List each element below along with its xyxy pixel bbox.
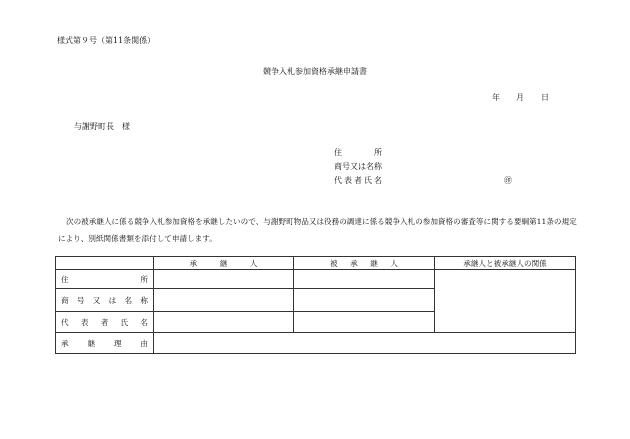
succession-table bbox=[55, 256, 576, 354]
header-blank-cell bbox=[56, 257, 154, 270]
date-year-label: 年 bbox=[492, 93, 500, 102]
predecessor-address-cell[interactable] bbox=[294, 270, 435, 289]
relationship-cell[interactable] bbox=[435, 270, 576, 333]
table-row bbox=[56, 333, 576, 354]
row-label-representative: 代 表 者 氏 名 bbox=[56, 312, 154, 333]
row-label-company: 商 号 又 は 名 称 bbox=[56, 289, 154, 312]
body-text: 次の被承継人に係る競争入札参加資格を承継したいので、与謝野町物品又は役務の調達に係る競争入札の参加資格の審査等に関する要綱第11条の規定により、別紙関係書類を添付して申請します。 bbox=[58, 217, 577, 243]
table-row bbox=[56, 270, 576, 289]
successor-company-cell[interactable] bbox=[154, 289, 294, 312]
successor-address-cell[interactable] bbox=[154, 270, 294, 289]
table-header-row bbox=[56, 257, 576, 270]
seal-mark: ㊞ bbox=[504, 176, 512, 185]
date-day-label: 日 bbox=[541, 93, 549, 102]
header-successor: 承 継 人 bbox=[154, 257, 294, 270]
addressee: 与謝野町長 様 bbox=[74, 122, 130, 131]
date-month-label: 月 bbox=[516, 93, 524, 102]
succession-reason-cell[interactable] bbox=[154, 333, 576, 354]
header-relationship: 承継人と被承継人の関係 bbox=[435, 257, 576, 270]
applicant-address-label: 住 所 bbox=[334, 148, 382, 157]
predecessor-representative-cell[interactable] bbox=[294, 312, 435, 333]
form-number: 様式第９号（第11条関係） bbox=[57, 36, 156, 45]
applicant-company-label: 商号又は名称 bbox=[334, 162, 382, 171]
successor-representative-cell[interactable] bbox=[154, 312, 294, 333]
row-label-reason: 承 継 理 由 bbox=[56, 333, 154, 354]
predecessor-company-cell[interactable] bbox=[294, 289, 435, 312]
header-predecessor: 被 承 継 人 bbox=[294, 257, 435, 270]
row-label-address: 住 所 bbox=[56, 270, 154, 289]
applicant-representative-label: 代 表 者 氏 名 bbox=[334, 176, 382, 185]
document-title: 競争入札参加資格承継申請書 bbox=[263, 67, 367, 76]
